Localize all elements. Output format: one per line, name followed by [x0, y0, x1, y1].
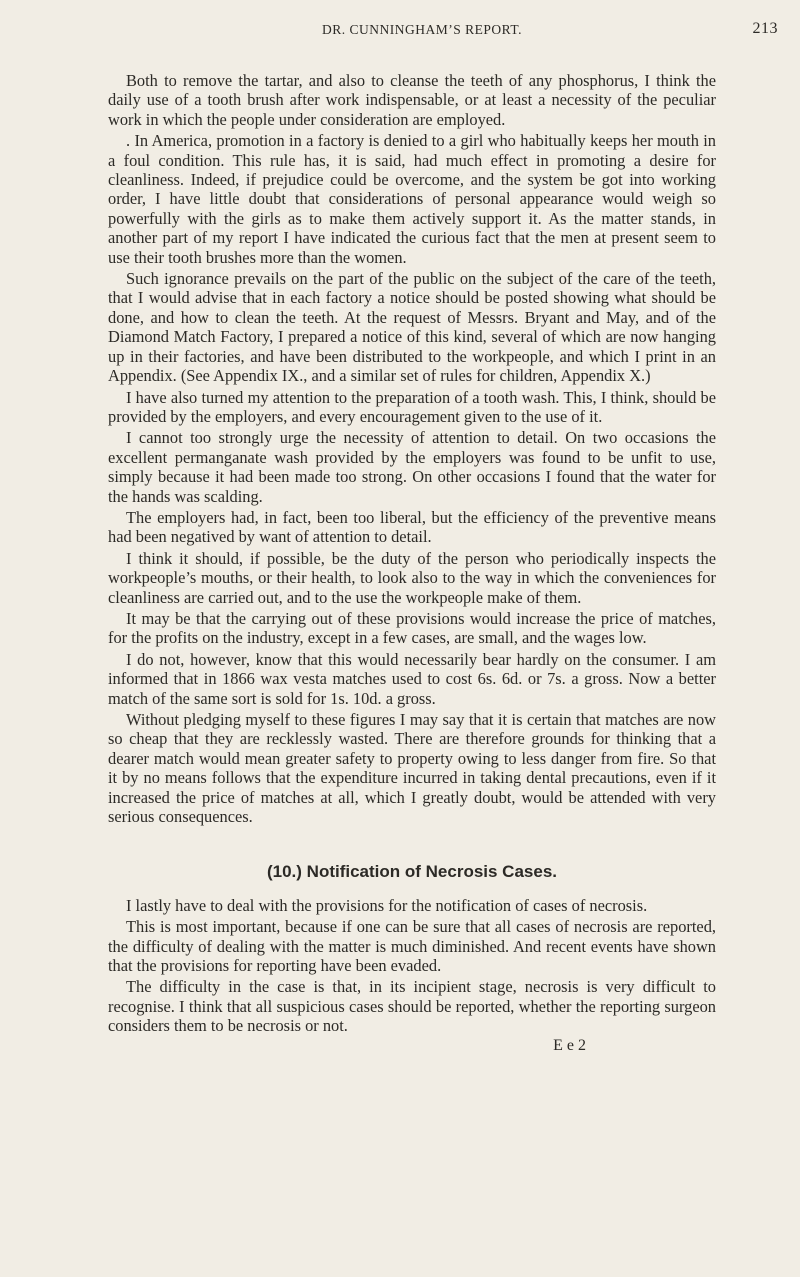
paragraph: . In America, promotion in a factory is denied to a girl who habitually keeps her mouth in a foul condition. This rule has, it is said, had much effect in promoting a desire for cleanliness. Indeed, if prejudice could be overcome, and the system be got into working order, I have little doubt that considerations of personal appearance would weigh so powerfully with the girls as to make them actively support it. As the matter stands, in another part of my report I have indicated the curious fact that the men at present seem to use their tooth brushes more than the women. — [108, 131, 716, 267]
paragraph: I think it should, if possible, be the duty of the person who periodically inspects the workpeople’s mouths, or their health, to look also to the way in which the conveniences for cleanliness are carried out, and to the use the workpeople make of them. — [108, 548, 716, 607]
page-number: 213 — [752, 20, 778, 37]
paragraph: This is most important, because if one can be sure that all cases of necrosis are reported, the difficulty of dealing with the matter is much diminished. And recent events have shown that the provisions for reporting have been evaded. — [108, 917, 716, 976]
paragraph: The difficulty in the case is that, in its incipient stage, necrosis is very difficult to recognise. I think that all suspicious cases should be reported, whether the reporting surgeon considers them to be necrosis or not. — [108, 977, 716, 1036]
paragraph: The employers had, in fact, been too liberal, but the efficiency of the preventive means had been negatived by want of attention to detail. — [108, 507, 716, 547]
paragraph: I have also turned my attention to the preparation of a tooth wash. This, I think, should be provided by the employers, and every encouragement given to the use of it. — [108, 387, 716, 426]
body-text — [108, 71, 716, 1055]
paragraph: Without pledging myself to these figures I may say that it is certain that matches are now so cheap that they are recklessly wasted. There are therefore grounds for thinking that a dearer match would mean greater safety to property owing to less danger from fire. So that it by no means follows that the expenditure incurred in taking dental precautions, even if it increased the price of matches at all, which I greatly doubt, would be attended with very serious consequences. — [108, 710, 716, 827]
paragraph: Both to remove the tartar, and also to cleanse the teeth of any phosphorus, I think the daily use of a tooth brush after work indispensable, or at least a necessity of the peculiar work in which the people under consideration are employed. — [108, 71, 716, 129]
section-heading: (10.) Notification of Necrosis Cases. — [266, 862, 558, 882]
paragraph: I do not, however, know that this would necessarily bear hardly on the consumer. I am informed that in 1866 wax vesta matches used to cost 6s. 6d. or 7s. a gross. Now a better match of the same sort is sold for 1s. 10d. a gross. — [108, 649, 716, 708]
paragraph: I cannot too strongly urge the necessity of attention to detail. On two occasions the excellent permanganate wash provided by the employers was found to be unfit to use, simply because it had been made too strong. On other occasions I found that the water for the hands was scalding. — [108, 428, 716, 506]
paragraph: It may be that the carrying out of these provisions would increase the price of matches, for the profits on the industry, except in a few cases, are small, and the wages low. — [108, 608, 716, 648]
signature-mark: E e 2 — [553, 1036, 586, 1054]
page-header — [60, 14, 778, 40]
running-title: DR. CUNNINGHAM’S REPORT. — [322, 22, 522, 37]
paragraph: I lastly have to deal with the provisions for the notification of cases of necrosis. — [126, 895, 648, 915]
paragraph: Such ignorance prevails on the part of the public on the subject of the care of the teeth, that I would advise that in each factory a notice should be posted showing what should be done, and how to clean the teeth. At the request of Messrs. Bryant and May, and of the Diamond Match Factory, I prepared a notice of this kind, several of which are now hanging up in their factories, and have been distributed to the workpeople, and which I print in an Appendix. (See Appendix IX., and a similar set of rules for children, Appendix X.) — [108, 269, 716, 386]
